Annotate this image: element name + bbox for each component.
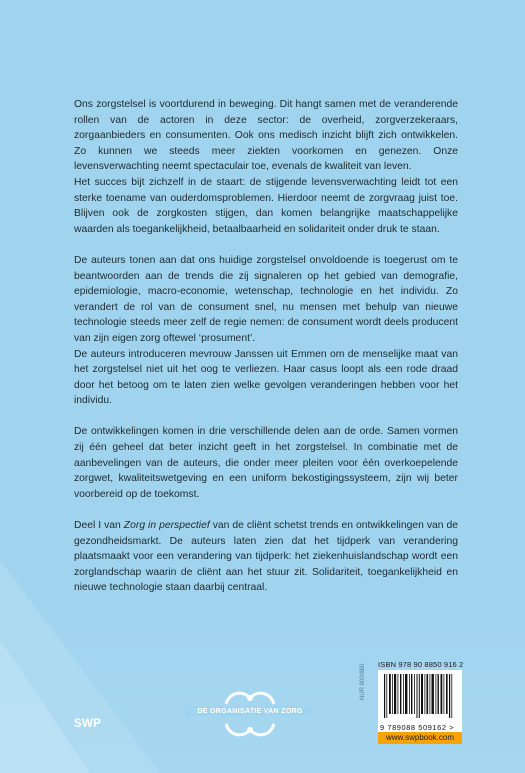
publisher-logo: SWP (74, 718, 102, 730)
paragraph-three-parts: De ontwikkelingen komen in drie verschillende delen aan de orde. Samen vormen zij één geheel dat beter inzicht geeft in het zorgstelsel. In combinatie met de aanbevelingen van de auteurs, die onder meer pleiten voor één overkoepelende zorgwet, kwaliteitswetgeving en een uniform bekostigingssysteem, zijn wij beter voorbereid op de toekomst. (74, 426, 458, 500)
website-link[interactable]: www.swpbook.com (378, 732, 462, 744)
paragraph-intro: Ons zorgstelsel is voortdurend in beweging. Dit hangt samen met de veranderende rollen van de actoren in deze sector: de overheid, zorgverzekeraars, zorgaanbieders en consumenten. Ook ons medisch inzicht blijft zich ontwikkelen. Zo kunnen we steeds meer ziekten voorkomen en genezen. Onze levensverwachting neemt spectaculair toe, evenals de kwaliteit van leven. (74, 99, 458, 173)
isbn-text: ISBN 978 90 8850 916 2 (378, 660, 464, 669)
back-cover-text (74, 97, 458, 596)
barcode-digits: 9 789088 509162 > (380, 723, 455, 732)
paragraph-authors-trends: De auteurs tonen aan dat ons huidige zorgstelsel onvoldoende is toegerust om te beantwoorden aan de trends die zij signaleren op het gebied van demografie, epidemiologie, macro-economie, wetenschap, technologie en het individu. Zo verandert de rol van de consument snel, nu mensen met behulp van nieuwe technologie steeds meer zelf de regie nemen: de consument wordt deels producent van zijn eigen zorg oftewel ‘prosument’. (74, 254, 458, 344)
paragraph-deel-one (74, 518, 458, 596)
deel-prefix: Deel I van (74, 520, 124, 532)
nur-code: NUR 800/860 (360, 663, 366, 700)
paragraph-success: Het succes bijt zichzelf in de staart: de stijgende levensverwachting leidt tot een sterke toename van ouderdomsproblemen. Hierdoor neemt de zorgvraag juist toe. Blijven ook de zorgkosten stijgen, dan komen belangrijke maatschappelijke waarden als toegankelijkheid, betaalbaarheid en solidariteit onder druk te staan. (74, 176, 458, 235)
deel-rest: van de cliënt schetst trends en ontwikkelingen van de gezondheidsmarkt. De auteurs laten zien dat het tijdperk van verandering plaatsmaakt voor een verandering van tijdperk: het ziekenhuislandschap wordt een zorglandschap waarin de cliënt aan het stuur zit. Solidariteit, toegankelijkheid en nieuwe technologie staan daarbij centraal. (74, 520, 458, 594)
paragraph-mevrouw-janssen: De auteurs introduceren mevrouw Janssen uit Emmen om de menselijke maat van het zorgstelsel niet uit het oog te verliezen. Haar casus loopt als een rode draad door het betoog om te laten zien welke gevolgen veranderingen hebben voor het individu. (74, 348, 458, 407)
barcode-bars-icon (378, 670, 462, 720)
organisatie-van-zorg-label: DE ORGANISATIE VAN ZORG (186, 706, 314, 716)
book-title-italic: Zorg in perspectief (123, 520, 210, 532)
